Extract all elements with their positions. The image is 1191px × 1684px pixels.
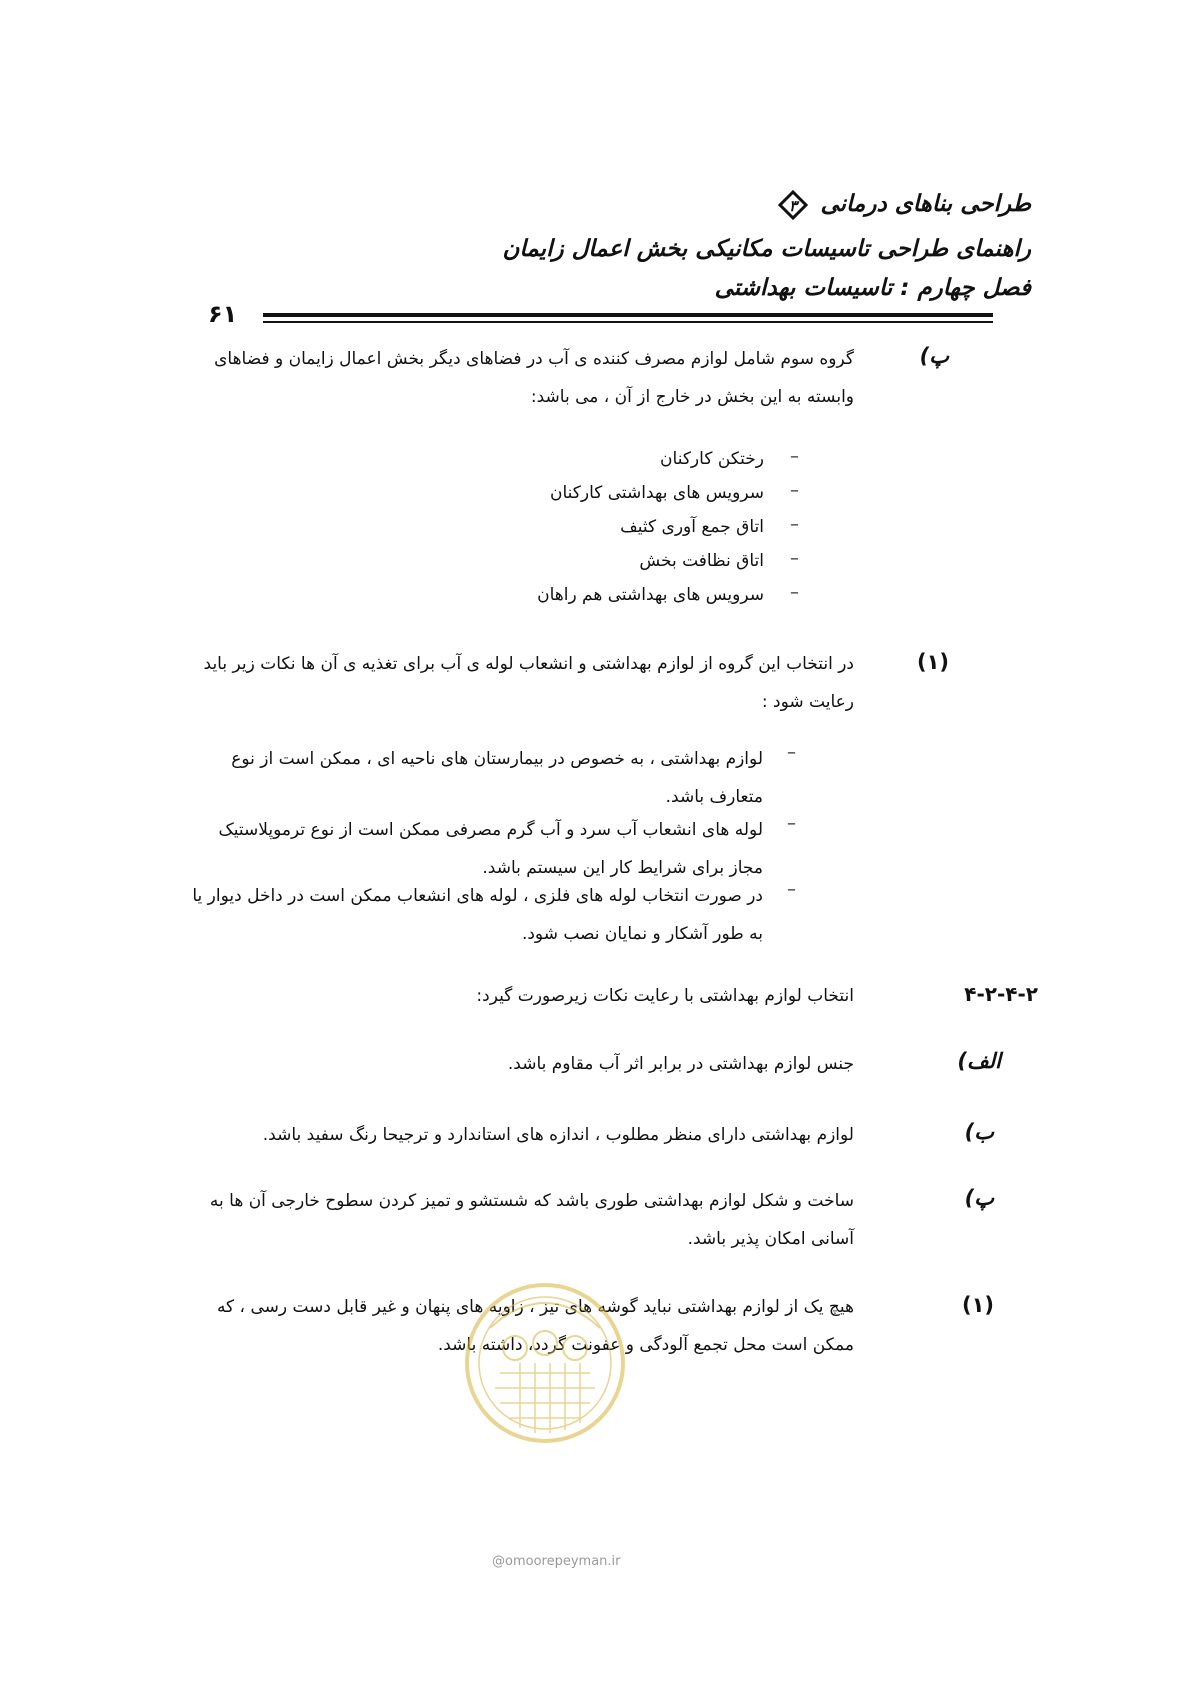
list-item: لوله های انشعاب آب سرد و آب گرم مصرفی ممکن است از نوع ترموپلاستیک مجاز برای شرایط کار این سیستم باشد.	[218, 820, 763, 878]
dash-bullet-icon: –	[787, 742, 796, 763]
item-marker-one: (۱)	[916, 650, 949, 674]
watermark-url: @omoorepeyman.ir	[492, 1554, 621, 1569]
circled-number-badge-icon	[778, 190, 808, 220]
item-marker-pe: پ)	[964, 1186, 994, 1210]
header-book-title	[331, 188, 1031, 220]
paragraph-material: جنس لوازم بهداشتی در برابر اثر آب مقاوم باشد.	[507, 1054, 854, 1074]
page-number: ۶۱	[208, 300, 238, 328]
dash-bullet-icon: –	[787, 879, 796, 900]
list-item: اتاق نظافت بخش	[639, 551, 764, 571]
header-rule-thin	[263, 321, 993, 323]
list-item: رختکن کارکنان	[660, 449, 764, 469]
dash-bullet-icon: –	[790, 446, 799, 467]
badge-number: ۳	[789, 196, 798, 215]
list-item: اتاق جمع آوری کثیف	[620, 517, 764, 537]
list-item: سرویس های بهداشتی هم راهان	[537, 585, 764, 605]
header-line1: طراحی بناهای درمانی	[820, 191, 1031, 217]
item-marker-alef: الف)	[957, 1049, 1001, 1073]
header-rule-thick	[263, 313, 993, 317]
item-marker-pe: پ)	[919, 344, 949, 368]
paragraph-cleaning: ساخت و شکل لوازم بهداشتی طوری باشد که شستشو و تمیز کردن سطوح خارجی آن ها به آسانی امکان پذیر باشد.	[209, 1191, 854, 1249]
paragraph-appearance: لوازم بهداشتی دارای منظر مطلوب ، اندازه های استاندارد و ترجیحا رنگ سفید باشد.	[262, 1125, 854, 1145]
item-marker-be: ب)	[964, 1120, 994, 1144]
paragraph-selection-rules: در انتخاب این گروه از لوازم بهداشتی و انشعاب لوله ی آب برای تغذیه ی آن ها نکات زیر باید رعایت شود :	[203, 654, 854, 712]
paragraph-no-sharp-corners: هیچ یک از لوازم بهداشتی نباید گوشه های تیز ، زاویه های پنهان و غیر قابل دست رسی ، که ممکن است محل تجمع آلودگی و عفونت گردد، داشته باشد.	[216, 1297, 854, 1355]
dash-bullet-icon: –	[787, 813, 796, 834]
paragraph-group-three: گروه سوم شامل لوازم مصرف کننده ی آب در فضاهای دیگر بخش اعمال زایمان و فضاهای وابسته به این بخش در خارج از آن ، می باشد:	[214, 349, 854, 407]
dash-bullet-icon: –	[790, 514, 799, 535]
list-item: در صورت انتخاب لوله های فلزی ، لوله های انشعاب ممکن است در داخل دیوار یا به طور آشکار و نمایان نصب شود.	[192, 886, 763, 944]
section-heading-text: انتخاب لوازم بهداشتی با رعایت نکات زیرصورت گیرد:	[476, 986, 854, 1006]
list-item: سرویس های بهداشتی کارکنان	[549, 483, 764, 503]
dash-bullet-icon: –	[790, 548, 799, 569]
dash-bullet-icon: –	[790, 582, 799, 603]
header-guide-title: راهنمای طراحی تاسیسات مکانیکی بخش اعمال زایمان	[502, 236, 1031, 262]
dash-bullet-icon: –	[790, 480, 799, 501]
watermark-logo-icon	[460, 1268, 630, 1468]
section-number: ۴-۲-۴-۲	[964, 982, 1038, 1006]
item-marker-one: (۱)	[961, 1293, 994, 1317]
list-item: لوازم بهداشتی ، به خصوص در بیمارستان های ناحیه ای ، ممکن است از نوع متعارف باشد.	[231, 749, 763, 807]
header-chapter-title: فصل چهارم : تاسیسات بهداشتی	[714, 275, 1031, 301]
